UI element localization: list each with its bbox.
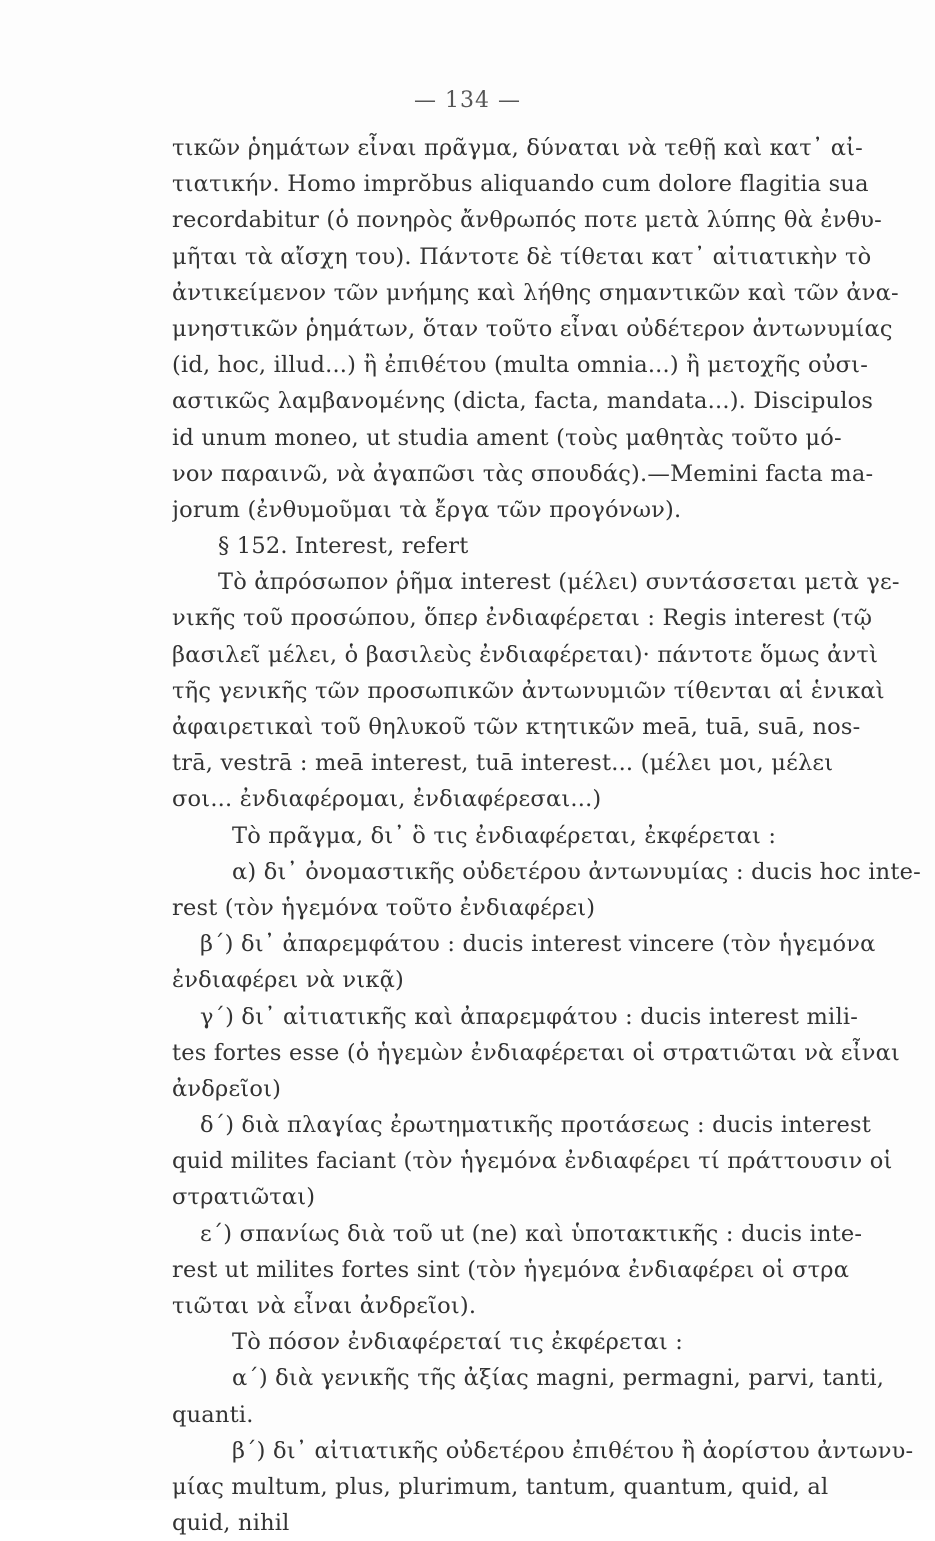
text-line: trā, vestrā : meā interest, tuā interest... (μέλει μοι, μέλει: [172, 750, 834, 777]
text-line: tes fortes esse (ὁ ἡγεμὼν ἐνδιαφέρεται οἱ στρατιῶται νὰ εἶναι: [172, 1039, 901, 1066]
text-line: rest (τὸν ἡγεμόνα τοῦτο ἐνδιαφέρει): [172, 894, 596, 921]
text-line: ἀντικείμενον τῶν μνήμης καὶ λήθης σημαντικῶν καὶ τῶν ἀνα-: [172, 279, 899, 306]
text-line: Τὸ πόσον ἐνδιαφέρεταί τις ἐκφέρεται :: [232, 1329, 684, 1356]
text-line: τῆς γενικῆς τῶν προσωπικῶν ἀντωνυμιῶν τίθενται αἱ ἑνικαὶ: [172, 677, 885, 704]
text-line: recordabitur (ὁ πονηρὸς ἄνθρωπός ποτε μετὰ λύπης θὰ ἐνθυ-: [172, 207, 882, 234]
text-line: ἐνδιαφέρει νὰ νικᾷ): [172, 967, 404, 994]
text-line: τιατικήν. Homo imprŏbus aliquando cum dolore flagitia sua: [172, 171, 869, 198]
page-number: — 134 —: [414, 88, 521, 113]
text-line: μῆται τὰ αἴσχη του). Πάντοτε δὲ τίθεται κατ᾽ αἰτιατικὴν τὸ: [172, 243, 872, 270]
text-line: αστικῶς λαμβανομένης (dicta, facta, mandata...). Discipulos: [172, 388, 874, 415]
text-line: Τὸ ἀπρόσωπον ῥῆμα interest (μέλει) συντάσσεται μετὰ γε-: [218, 569, 900, 596]
text-line: τιῶται νὰ εἶναι ἀνδρεῖοι).: [172, 1293, 477, 1319]
text-line: ε΄) σπανίως διὰ τοῦ ut (ne) καὶ ὑποτακτικῆς : ducis inte-: [200, 1220, 863, 1247]
text-line: στρατιῶται): [172, 1184, 316, 1211]
text-line: γ΄) δι᾽ αἰτιατικῆς καὶ ἀπαρεμφάτου : ducis interest mili-: [200, 1003, 859, 1030]
text-line: β΄) δι᾽ αἰτιατικῆς οὐδετέρου ἐπιθέτου ἢ ἀορίστου ἀντωνυ-: [232, 1437, 914, 1464]
text-line: α΄) διὰ γενικῆς τῆς ἀξίας magni, permagni, parvi, tanti,: [232, 1365, 885, 1392]
text-line: Τὸ πρᾶγμα, δι᾽ ὃ τις ἐνδιαφέρεται, ἐκφέρεται :: [232, 822, 777, 849]
text-line: quid, nihil: [172, 1510, 290, 1537]
text-line: quid milites faciant (τὸν ἡγεμόνα ἐνδιαφέρει τί πράττουσιν οἱ: [172, 1148, 893, 1175]
text-line: ἀνδρεῖοι): [172, 1075, 282, 1102]
text-line: id unum moneo, ut studia ament (τοὺς μαθητὰς τοῦτο μό-: [172, 424, 842, 451]
body-text: [172, 130, 934, 1541]
text-line: τικῶν ῥημάτων εἶναι πρᾶγμα, δύναται νὰ τεθῇ καὶ κατ᾽ αἰ-: [172, 135, 863, 161]
text-line: rest ut milites fortes sint (τὸν ἡγεμόνα ἐνδιαφέρει οἱ στρα: [172, 1256, 850, 1283]
text-line: μνηστικῶν ῥημάτων, ὅταν τοῦτο εἶναι οὐδέτερον ἀντωνυμίας: [172, 315, 893, 342]
text-line: ἀφαιρετικαὶ τοῦ θηλυκοῦ τῶν κτητικῶν meā, tuā, suā, nos-: [172, 714, 861, 740]
text-line: δ΄) διὰ πλαγίας ἐρωτηματικῆς προτάσεως : ducis interest: [200, 1112, 872, 1139]
text-line: β΄) δι᾽ ἀπαρεμφάτου : ducis interest vincere (τὸν ἡγεμόνα: [200, 931, 876, 958]
text-line: νον παραινῶ, νὰ ἀγαπῶσι τὰς σπουδάς).—Memini facta ma-: [172, 460, 874, 487]
text-line: quanti.: [172, 1401, 254, 1428]
text-line: α) δι᾽ ὀνομαστικῆς οὐδετέρου ἀντωνυμίας : ducis hoc inte-: [232, 858, 921, 885]
text-line: σοι... ἐνδιαφέρομαι, ἐνδιαφέρεσαι...): [172, 786, 602, 813]
text-line: (id, hoc, illud...) ἢ ἐπιθέτου (multa omnia...) ἢ μετοχῆς οὐσι-: [172, 352, 868, 379]
text-line: § 152. Interest, refert: [218, 533, 469, 560]
text-line: νικῆς τοῦ προσώπου, ὅπερ ἐνδιαφέρεται : Regis interest (τῷ: [172, 605, 873, 632]
text-line: βασιλεῖ μέλει, ὁ βασιλεὺς ἐνδιαφέρεται)· πάντοτε ὅμως ἀντὶ: [172, 641, 879, 668]
text-line: jorum (ἐνθυμοῦμαι τὰ ἔργα τῶν προγόνων).: [172, 496, 682, 523]
text-line: μίας multum, plus, plurimum, tantum, quantum, quid, al: [172, 1473, 829, 1500]
